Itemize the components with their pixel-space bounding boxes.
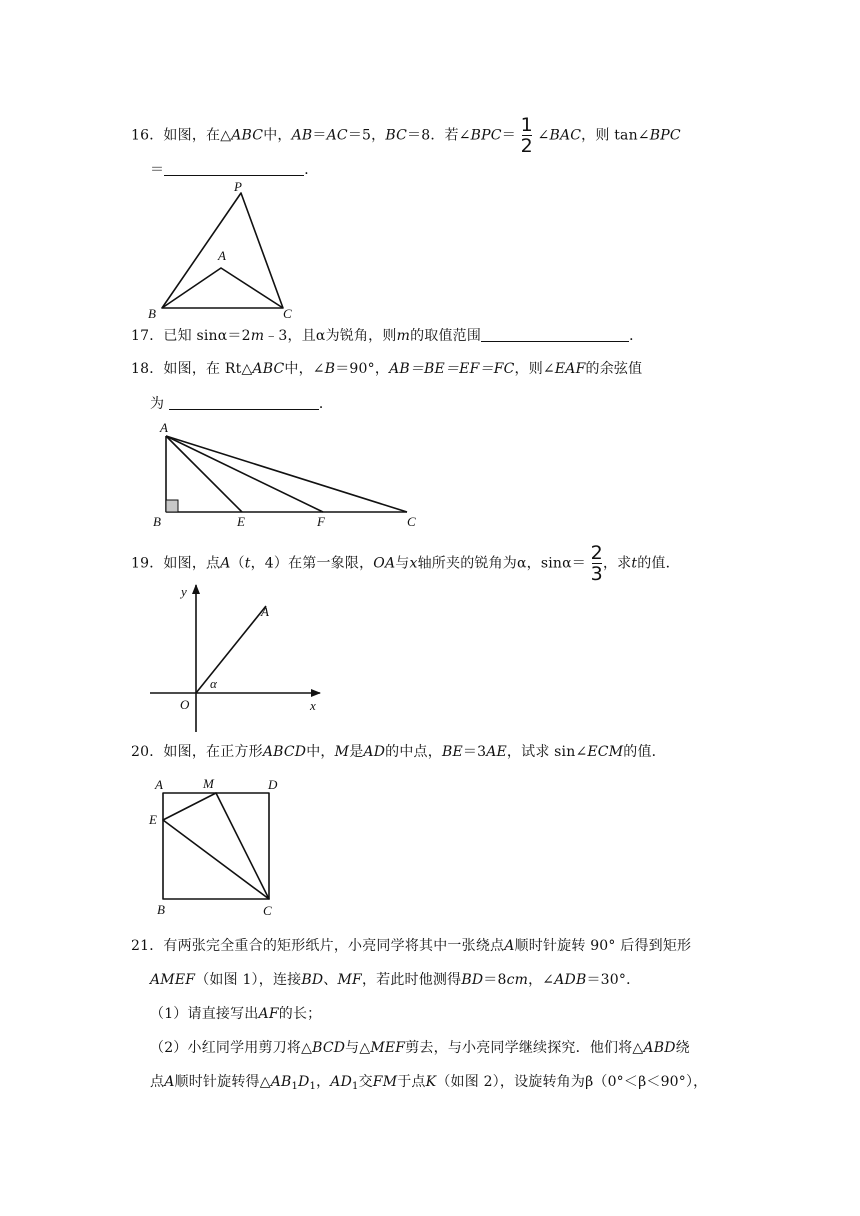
label-b: B (157, 902, 165, 917)
q20-var: ECM (587, 744, 624, 760)
q16-var: BC (385, 127, 408, 144)
answer-blank[interactable] (481, 327, 629, 342)
q16-var: BPC (649, 127, 681, 144)
q21-text: 点 (150, 1074, 165, 1090)
q21-text: 绕 (675, 1040, 690, 1056)
q20-var: ABCD (262, 744, 307, 760)
right-angle-mark (166, 500, 178, 512)
q21-text: 于点 (397, 1074, 426, 1090)
q21-text: （2）小红同学用剪刀将△ (150, 1040, 313, 1056)
q19-var: OA (373, 555, 396, 572)
triangle-emc (163, 793, 269, 899)
q17-var: m (396, 328, 411, 344)
q16-text: ＝ (501, 127, 516, 144)
q16-line1 (131, 115, 681, 156)
q17-number: 17． (131, 328, 164, 344)
q18-text: 中，∠ (284, 361, 325, 377)
q16-var: ABC (231, 127, 264, 144)
q20-text: ，试求 sin∠ (506, 744, 588, 760)
label-b: B (153, 514, 161, 529)
q16-var: AC (326, 127, 348, 144)
q19-text: （ (230, 555, 245, 572)
label-c: C (283, 306, 292, 321)
label-y: y (181, 584, 187, 599)
q18-var: B (324, 361, 336, 377)
answer-blank[interactable] (169, 395, 319, 410)
q21-subscript: 1 (352, 1081, 359, 1092)
q21-subscript: 1 (291, 1081, 299, 1092)
q19-var: A (220, 555, 231, 572)
q17-text: ． (629, 328, 644, 344)
label-c: C (407, 514, 416, 529)
q18-text: 如图，在 Rt△ (163, 361, 253, 377)
q21-text: （如图 2），设旋转角为β（0°＜β＜90°）， (436, 1074, 708, 1090)
q21-line1 (131, 936, 691, 956)
label-a: A (261, 604, 269, 619)
label-d: D (268, 777, 278, 792)
square-abcd (163, 793, 269, 899)
fraction-numerator: 1 (520, 114, 533, 136)
q16-number: 16． (131, 127, 164, 144)
q18-line1 (131, 359, 642, 379)
q16-text: ＝5， (347, 127, 386, 144)
q21-number: 21． (131, 938, 164, 954)
q16-var: BAC (549, 127, 582, 144)
label-m: M (203, 776, 214, 791)
label-e: E (149, 812, 157, 827)
q21-text: 交 (358, 1074, 373, 1090)
q18-text: ＝90°， (335, 361, 390, 377)
segment-ac (166, 436, 407, 512)
q18-text: 为 (150, 396, 165, 412)
q21-text: （如图 1），连接 (195, 972, 302, 988)
q21-text: 与△ (345, 1040, 371, 1056)
q16-text: ＝ (150, 162, 165, 178)
q18-var: EAF (554, 361, 586, 377)
q20-text: 中， (306, 744, 335, 760)
q16-text: ＝ (312, 127, 327, 144)
q19-text: ，4）在第一象限， (250, 555, 374, 572)
q20-text: 的中点， (385, 744, 442, 760)
q19-text: 如图，点 (163, 555, 221, 572)
q19-number: 19． (131, 555, 164, 572)
q19-text: ，求 (602, 555, 632, 572)
label-a: A (155, 777, 163, 792)
label-b: B (148, 306, 156, 321)
q16-figure (140, 178, 300, 322)
q19-fraction (591, 543, 603, 584)
label-e: E (237, 514, 245, 529)
q21-var: ABD (643, 1040, 676, 1056)
q19-var: t (244, 555, 251, 572)
q20-text: 的值． (623, 744, 666, 760)
q17-line (131, 326, 643, 346)
q20-text: 如图，在正方形 (163, 744, 263, 760)
q21-text: 、 (323, 972, 338, 988)
q17-text: 已知 sinα＝2 (163, 328, 251, 344)
q16-text: ，则 tan∠ (581, 127, 650, 144)
q16-var: BPC (470, 127, 502, 144)
q16-var: AB (291, 127, 313, 144)
q16-text: ∠ (537, 127, 550, 144)
label-a: A (218, 248, 226, 263)
q21-sub3 (150, 1072, 707, 1097)
fraction-denominator: 2 (520, 135, 533, 157)
q21-text: 顺时针旋转得△ (174, 1074, 271, 1090)
label-p: P (234, 179, 242, 194)
q21-text: ， (316, 1074, 331, 1090)
q18-text: 的余弦值 (585, 361, 643, 377)
q21-var: K (425, 1074, 437, 1090)
q21-var: AB (270, 1074, 292, 1090)
segment-af (166, 436, 323, 512)
q21-var: cm (506, 972, 529, 988)
q21-text: 的长； (278, 1006, 322, 1022)
q21-text: ＝30°． (586, 972, 641, 988)
q21-var: ADB (554, 972, 587, 988)
q20-line (131, 742, 666, 762)
q21-text: 剪去，与小亮同学继续探究．他们将△ (405, 1040, 644, 1056)
q21-text: ，若此时他测得 (361, 972, 462, 988)
q18-line2 (150, 394, 333, 414)
q21-var: AD (330, 1074, 353, 1090)
q18-number: 18． (131, 361, 164, 377)
q18-figure (145, 418, 430, 530)
q21-line2 (150, 970, 640, 990)
q20-number: 20． (131, 744, 164, 760)
q17-text: ﹣3，且α为锐角，则 (264, 328, 397, 344)
q21-text: ，∠ (528, 972, 555, 988)
label-o: O (180, 697, 190, 712)
q21-var: MEF (370, 1040, 406, 1056)
q16-text: 如图，在△ (163, 127, 232, 144)
q21-text: 顺时针旋转 90° 后得到矩形 (514, 938, 692, 954)
q21-var: BCD (312, 1040, 346, 1056)
q21-var: MF (337, 972, 362, 988)
label-a: A (160, 420, 168, 435)
label-alpha: α (210, 676, 217, 691)
q21-text: 有两张完全重合的矩形纸片，小亮同学将其中一张绕点 (163, 938, 505, 954)
q21-var: D (298, 1074, 310, 1090)
q20-figure (145, 774, 285, 920)
q16-text: ＝8．若∠ (407, 127, 471, 144)
q16-fraction (521, 115, 533, 156)
q19-text: 轴所夹的锐角为α，sinα＝ (417, 555, 586, 572)
q19-var: t (631, 555, 638, 572)
q19-var: x (409, 555, 418, 572)
q21-subscript: 1 (309, 1081, 317, 1092)
q21-sub1 (150, 1004, 321, 1024)
q16-line2 (150, 160, 318, 180)
triangle-abc-sides (162, 268, 283, 308)
q21-var: BD (461, 972, 484, 988)
q16-text: 中， (263, 127, 292, 144)
q21-var: FM (372, 1074, 398, 1090)
label-f: F (317, 514, 325, 529)
q19-text: 与 (395, 555, 410, 572)
fraction-denominator: 3 (590, 563, 603, 585)
q20-var: AD (363, 744, 386, 760)
ray-oa (196, 606, 266, 693)
q20-text: ＝3 (462, 744, 487, 760)
q18-var: AB＝BE＝EF＝FC (389, 361, 515, 377)
q16-text: ． (304, 162, 319, 178)
q21-sub2 (150, 1038, 690, 1058)
fraction-numerator: 2 (590, 542, 603, 564)
q21-var: AF (258, 1006, 279, 1022)
label-c: C (263, 903, 272, 918)
q21-var: AMEF (150, 972, 196, 988)
q19-figure (148, 578, 330, 736)
label-x: x (310, 698, 316, 713)
q18-text: ，则∠ (514, 361, 555, 377)
q21-var: BD (301, 972, 324, 988)
q17-var: m (250, 328, 265, 344)
q21-text: ＝8 (483, 972, 507, 988)
q21-text: （1）请直接写出 (150, 1006, 259, 1022)
q18-text: ． (318, 396, 334, 412)
q20-var: AE (486, 744, 507, 760)
answer-blank[interactable] (164, 161, 304, 176)
q20-var: BE (441, 744, 463, 760)
q20-var: M (334, 744, 350, 760)
q17-text: 的取值范围 (410, 328, 482, 344)
q18-var: ABC (252, 361, 285, 377)
q20-text: 是 (349, 744, 364, 760)
q19-text: 的值． (637, 555, 680, 572)
q21-var: A (504, 938, 515, 954)
q21-var: A (164, 1074, 175, 1090)
